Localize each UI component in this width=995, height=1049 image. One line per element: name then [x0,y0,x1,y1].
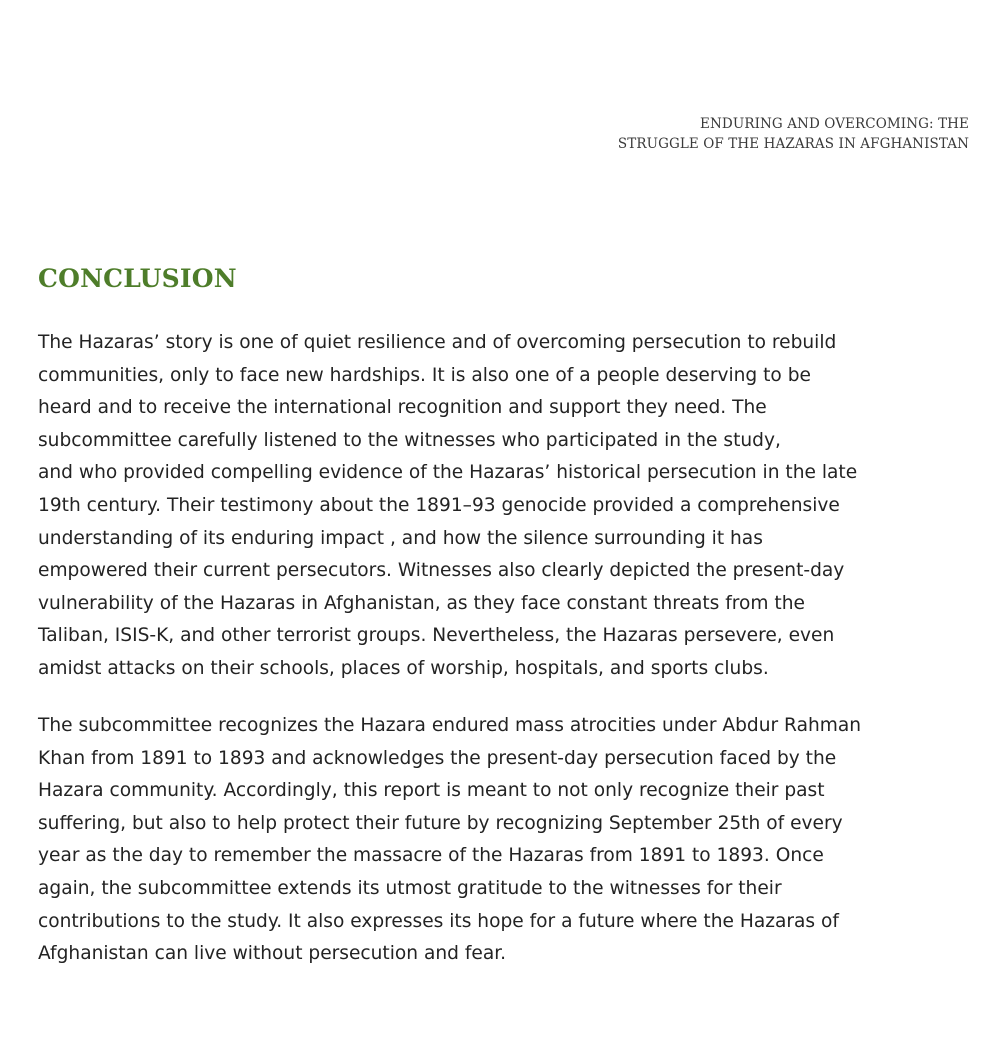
paragraph-line: heard and to receive the international recognition and support they need. The [38,397,767,419]
paragraph-1 [38,327,958,686]
paragraph-line: again, the subcommittee extends its utmost gratitude to the witnesses for their [38,877,782,899]
paragraph-line: communities, only to face new hardships. It is also one of a people deserving to be [38,364,811,386]
paragraph-line: amidst attacks on their schools, places of worship, hospitals, and sports clubs. [38,657,769,679]
paragraph-line: Hazara community. Accordingly, this report is meant to not only recognize their past [38,780,825,802]
paragraph-line: year as the day to remember the massacre of the Hazaras from 1891 to 1893. Once [38,845,824,867]
running-header [449,114,969,154]
paragraph-line: Afghanistan can live without persecution and fear. [38,943,507,965]
paragraph-line: Taliban, ISIS-K, and other terrorist groups. Nevertheless, the Hazaras persevere, even [38,625,835,647]
paragraph-line: subcommittee carefully listened to the witnesses who participated in the study, [38,429,781,451]
paragraph-line: Khan from 1891 to 1893 and acknowledges the present-day persecution faced by the [38,747,837,769]
section-heading: CONCLUSION [38,264,237,293]
paragraph-line: suffering, but also to help protect their future by recognizing September 25th of every [38,812,843,834]
paragraph-line: empowered their current persecutors. Witnesses also clearly depicted the present-day [38,560,845,582]
paragraph-2 [38,710,958,971]
paragraph-line: and who provided compelling evidence of the Hazaras’ historical persecution in the late [38,462,858,484]
paragraph-line: vulnerability of the Hazaras in Afghanistan, as they face constant threats from the [38,592,805,614]
paragraph-line: The subcommittee recognizes the Hazara endured mass atrocities under Abdur Rahman [38,715,862,736]
paragraph-line: 19th century. Their testimony about the 1891–93 genocide provided a comprehensive [38,494,840,516]
paragraph-line: understanding of its enduring impact , and how the silence surrounding it has [38,527,763,549]
running-header-line-2: STRUGGLE OF THE HAZARAS IN AFGHANISTAN [617,136,969,152]
paragraph-line: The Hazaras’ story is one of quiet resilience and of overcoming persecution to rebuild [38,332,837,353]
paragraph-line: contributions to the study. It also expresses its hope for a future where the Hazaras of [38,910,839,932]
running-header-line-1: ENDURING AND OVERCOMING: THE [700,116,969,132]
